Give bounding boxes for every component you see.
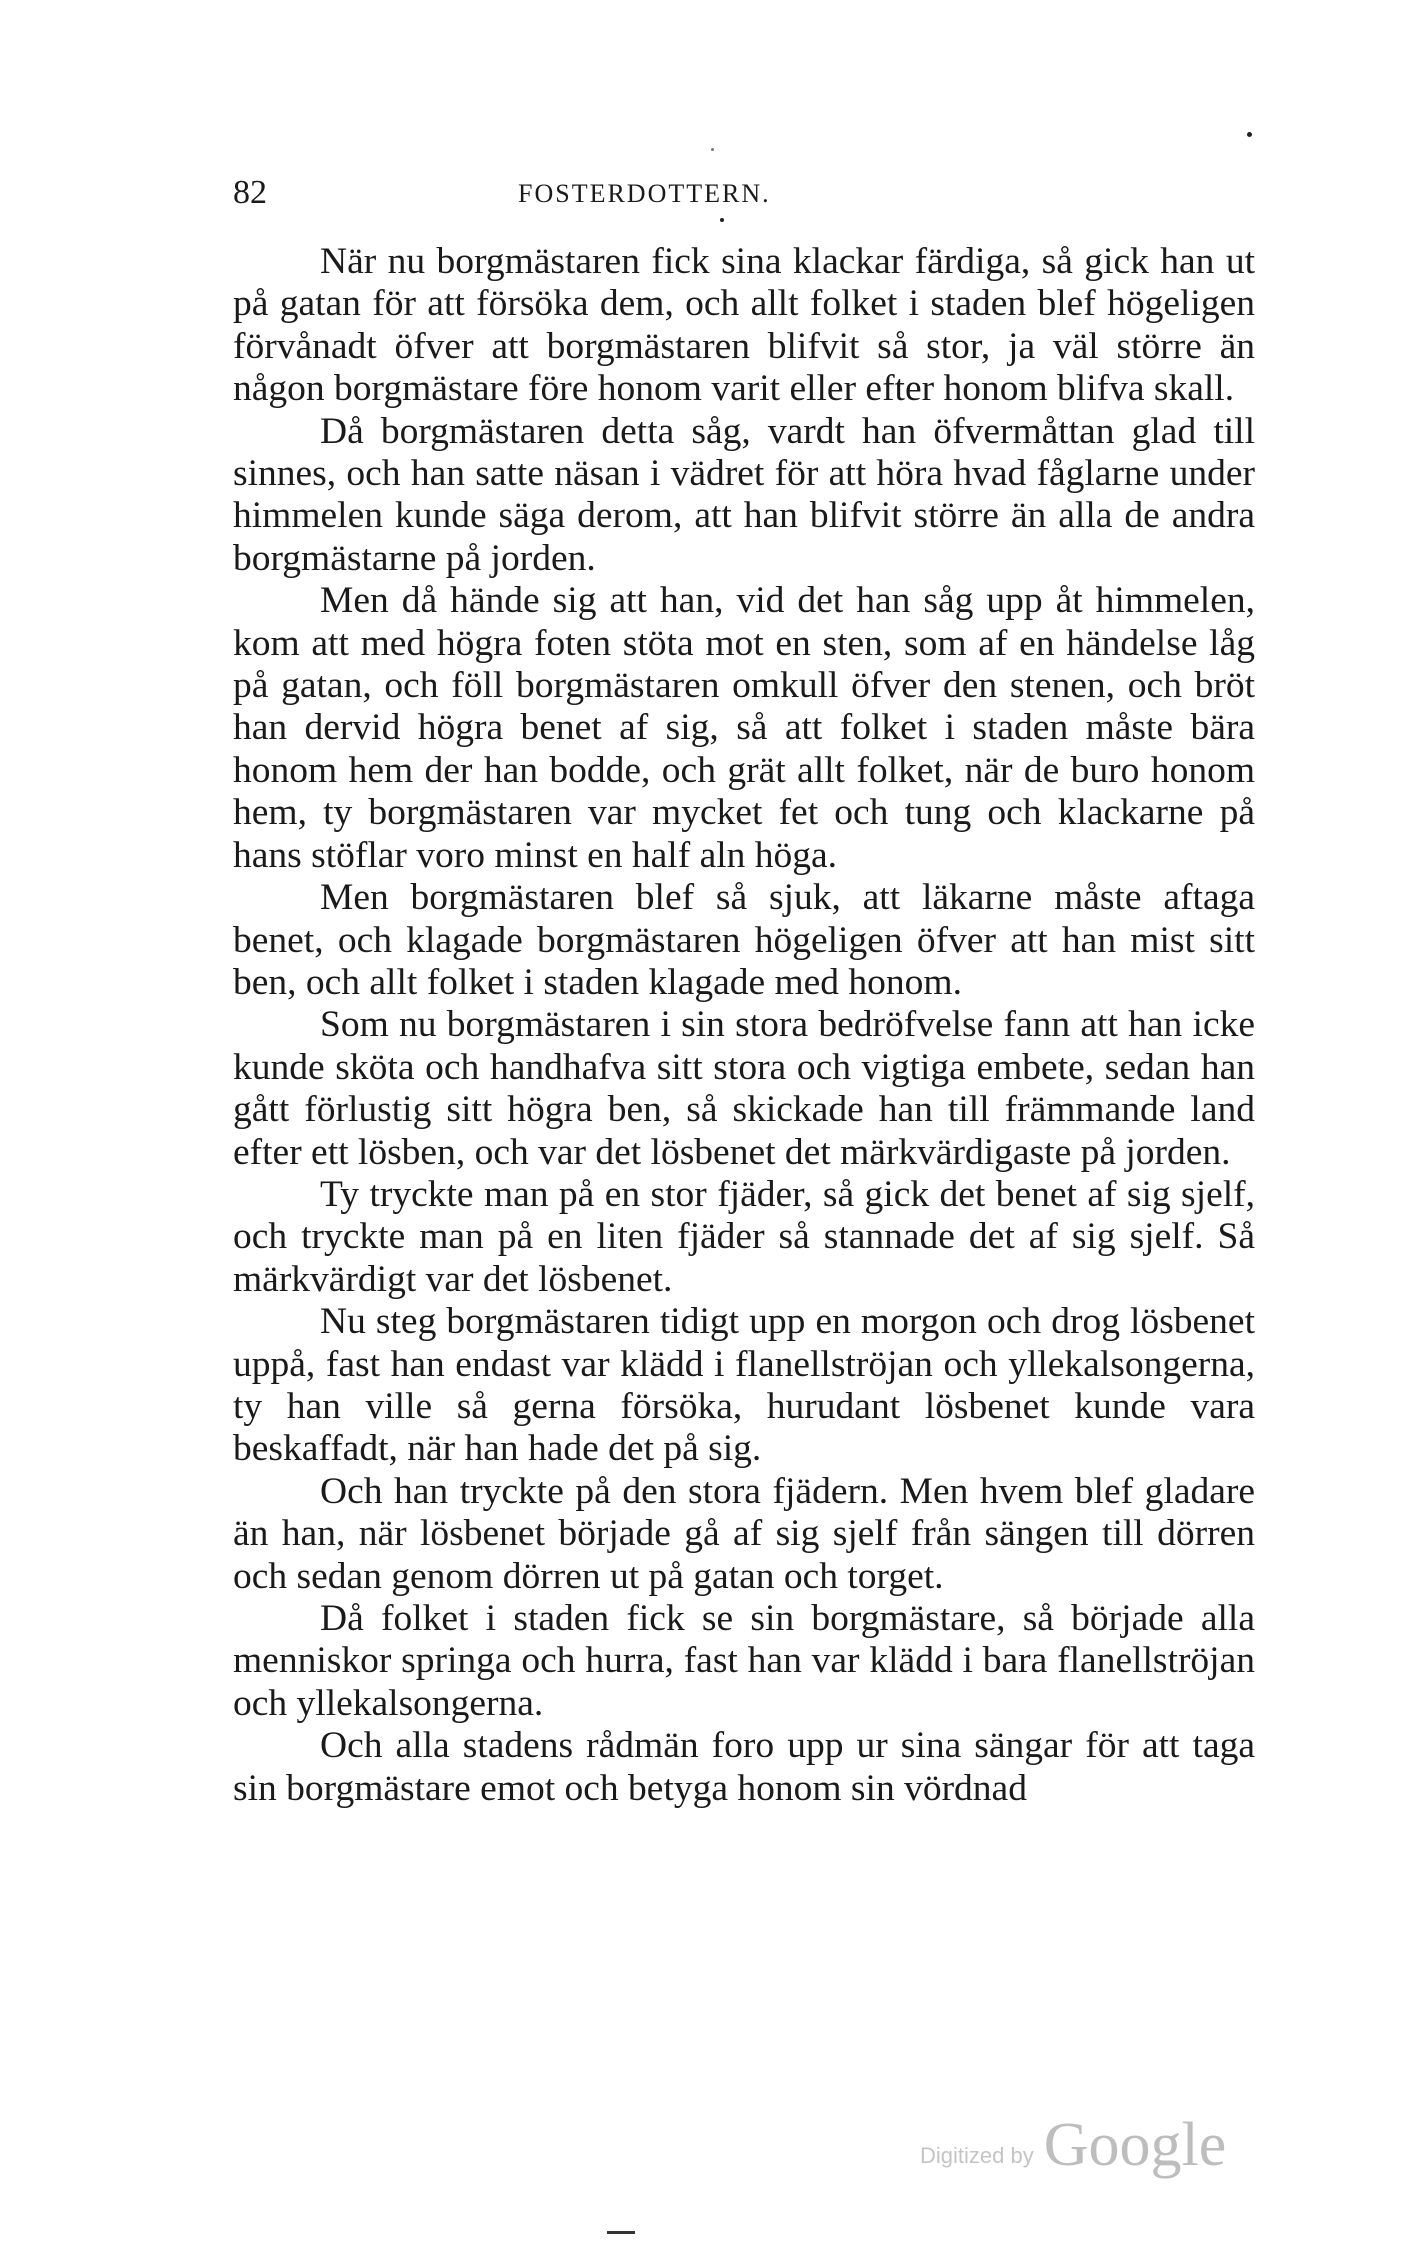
- paragraph: Då borgmästaren detta såg, vardt han öfvermåttan glad till sinnes, och han satte näsan i vädret för att höra hvad fåglarne under himmelen kunde säga derom, att han blifvit större än alla de andra borgmästarne på jorden.: [233, 410, 1255, 579]
- paragraph: När nu borgmästaren fick sina klackar färdiga, så gick han ut på gatan för att försöka dem, och allt folket i staden blef högeligen förvånadt öfver att borgmästaren blifvit så stor, ja väl större än någon borgmästare före honom varit eller efter honom blifva skall.: [233, 241, 1255, 410]
- scan-mark: [607, 2231, 635, 2234]
- google-logo: Google: [1043, 2111, 1227, 2179]
- ink-speck: [720, 218, 724, 222]
- paragraph: Då folket i staden fick se sin borgmästare, så började alla menniskor springa och hurra, fast han var klädd i bara flanellströjan och yllekalsongerna.: [233, 1598, 1255, 1724]
- paragraph: Men borgmästaren blef så sjuk, att läkarne måste aftaga benet, och klagade borgmästaren högeligen öfver att han mist sitt ben, och allt folket i staden klagade med honom.: [233, 877, 1255, 1003]
- paragraph: Ty tryckte man på en stor fjäder, så gick det benet af sig sjelf, och tryckte man på en liten fjäder så stannade det af sig sjelf. Så märkvärdigt var det lösbenet.: [233, 1173, 1255, 1300]
- page-number: 82: [233, 174, 267, 211]
- paragraph: Och alla stadens rådmän foro upp ur sina sängar för att taga sin borgmästare emot och betyga honom sin vördnad: [233, 1725, 1255, 1809]
- paragraph: Och han tryckte på den stora fjädern. Men hvem blef gladare än han, när lösbenet började gå af sig sjelf från sängen till dörren och sedan genom dörren ut på gatan och torget.: [233, 1470, 1255, 1597]
- ink-speck: [711, 148, 714, 151]
- digitized-by-label: Digitized by: [920, 2143, 1034, 2168]
- running-head: FOSTERDOTTERN.: [518, 179, 771, 208]
- body-text: [233, 241, 1255, 1810]
- digitized-watermark: [920, 2090, 1226, 2180]
- paragraph: Men då hände sig att han, vid det han såg upp åt himmelen, kom att med högra foten stöta mot en sten, som af en händelse låg på gatan, och föll borgmästaren omkull öfver den stenen, och bröt han dervid högra benet af sig, så att folket i staden måste bära honom hem der han bodde, och grät allt folket, när de buro honom hem, ty borgmästaren var mycket fet och tung och klackarne på hans stöflar voro minst en half aln höga.: [233, 580, 1255, 876]
- paragraph: Nu steg borgmästaren tidigt upp en morgon och drog lösbenet uppå, fast han endast var klädd i flanellströjan och yllekalsongerna, ty han ville så gerna försöka, hurudant lösbenet kunde vara beskaffadt, när han hade det på sig.: [233, 1301, 1255, 1470]
- page-header: [233, 173, 1263, 217]
- ink-speck: [1247, 132, 1252, 137]
- paragraph: Som nu borgmästaren i sin stora bedröfvelse fann att han icke kunde sköta och handhafva sitt stora och vigtiga embete, sedan han gått förlustig sitt högra ben, så skickade han till främmande land efter ett lösben, och var det lösbenet det märkvärdigaste på jorden.: [233, 1004, 1255, 1173]
